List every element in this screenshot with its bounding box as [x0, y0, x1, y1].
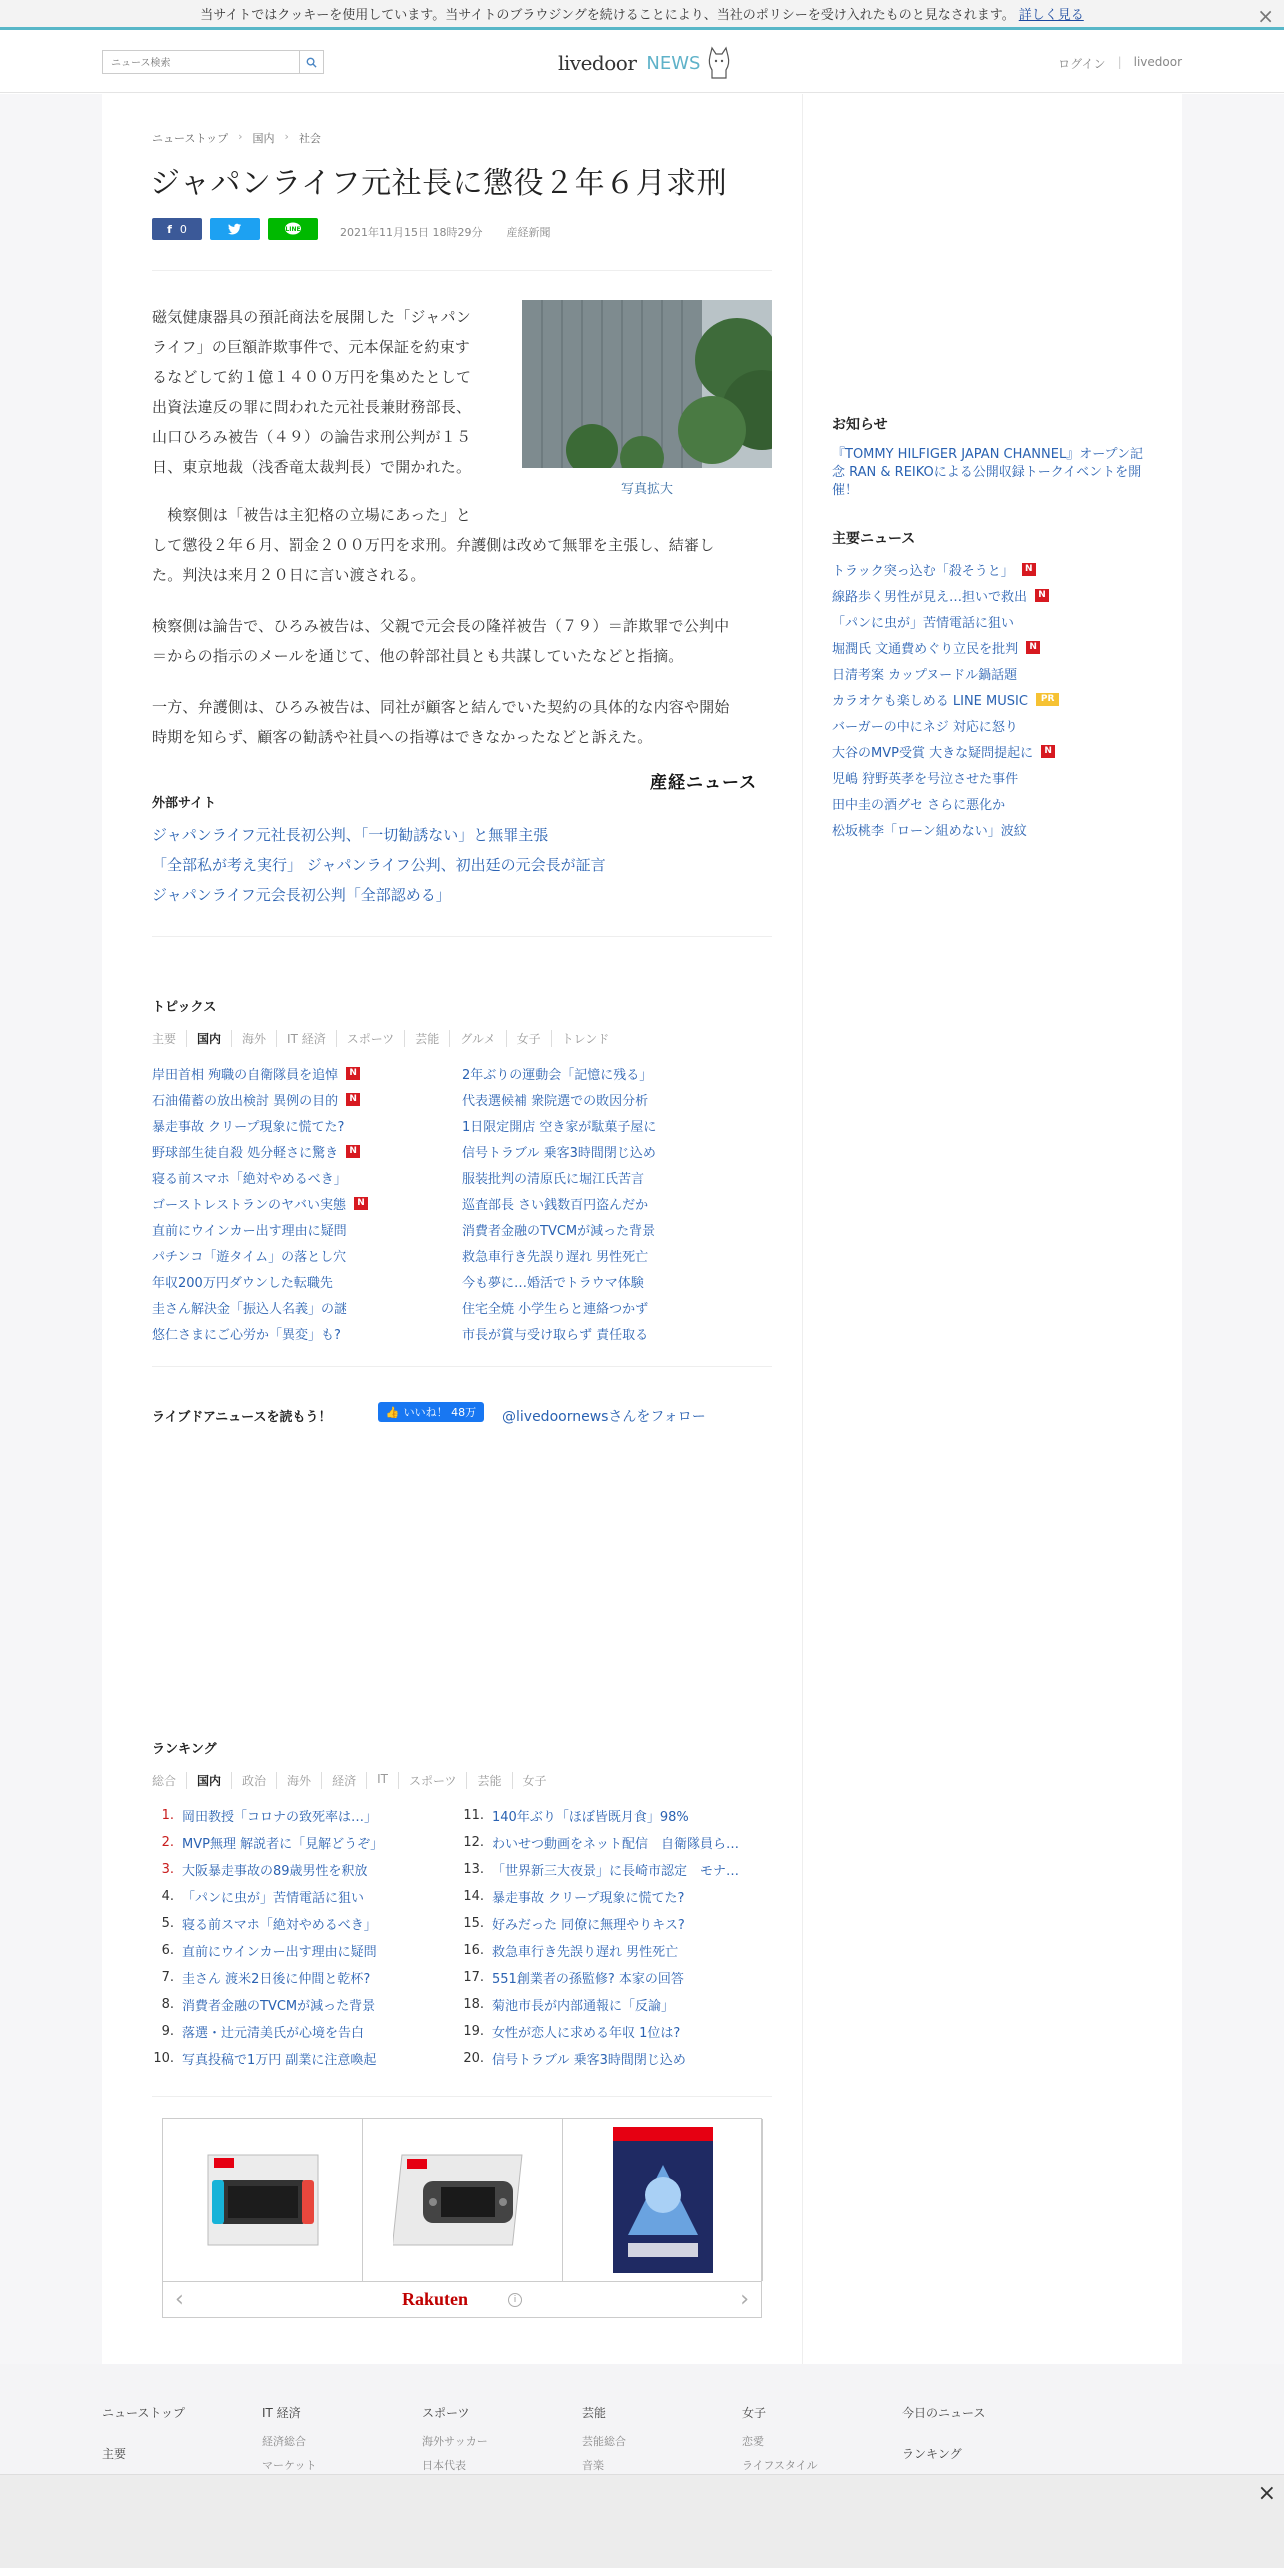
topic-item[interactable] — [462, 1320, 656, 1346]
footer-item[interactable]: マーケット — [262, 2459, 317, 2472]
topic-item[interactable] — [152, 1268, 368, 1294]
ranking-number: 13. — [463, 1862, 484, 1877]
ranking-link[interactable]: 圭さん 渡米2日後に仲間と乾杯? — [182, 1972, 371, 1987]
footer-item[interactable]: 経済総合 — [262, 2435, 306, 2448]
main-news-item[interactable] — [832, 712, 1059, 738]
divider — [152, 2096, 772, 2097]
topic-item[interactable] — [152, 1164, 368, 1190]
game-box-image — [608, 2125, 718, 2275]
ranking-item[interactable] — [462, 2045, 739, 2072]
new-badge: N — [1041, 745, 1055, 758]
ranking-item[interactable] — [152, 1910, 383, 1937]
main-news-link[interactable]: 日清考案 カップヌードル鍋話題 — [832, 667, 1018, 683]
footer-heading[interactable]: スポーツ — [422, 2406, 470, 2420]
ranking-link[interactable]: 岡田教授「コロナの致死率は…」 — [182, 1810, 378, 1825]
footer-col — [742, 2404, 818, 2481]
footer-item[interactable]: 芸能総合 — [582, 2435, 626, 2448]
cookie-more-link[interactable]: 詳しく見る — [1018, 8, 1084, 23]
topic-item[interactable] — [152, 1112, 368, 1138]
main-news-item[interactable] — [832, 660, 1059, 686]
ranking-item[interactable] — [462, 1856, 739, 1883]
ranking-item[interactable] — [462, 2018, 739, 2045]
logo-text-news: NEWS — [646, 52, 701, 74]
external-heading: 外部サイト — [152, 796, 217, 811]
ranking-number: 14. — [463, 1889, 484, 1904]
topic-item[interactable] — [462, 1268, 656, 1294]
logo-text-main: livedoor — [558, 51, 637, 75]
topics-tab[interactable]: IT 経済 — [277, 1030, 337, 1047]
topic-link[interactable]: 悠仁さまにご心労か「異変」も? — [152, 1327, 341, 1343]
external-link[interactable]: ジャパンライフ元社長初公判、「一切勧誘ない」と無罪主張 — [152, 826, 549, 844]
main-news-link[interactable]: 大谷のMVP受賞 大きな疑問提起に — [832, 745, 1034, 761]
footer-item[interactable]: 恋愛 — [742, 2435, 764, 2448]
topic-item[interactable] — [152, 1242, 368, 1268]
new-badge: N — [346, 1067, 360, 1080]
paragraph-line: 日、東京地裁（浅香竜太裁判長）で開かれた。 — [152, 458, 472, 476]
facebook-share-button[interactable] — [152, 218, 202, 240]
article-title: ジャパンライフ元社長に懲役２年６月求刑 — [150, 166, 728, 201]
bottom-ad-banner — [0, 2474, 1284, 2568]
footer-col — [582, 2404, 626, 2481]
ranking-link[interactable]: 暴走事故 クリープ現象に慌てた? — [492, 1891, 685, 1906]
search-input[interactable] — [103, 53, 299, 75]
topics-heading: トピックス — [152, 1000, 217, 1015]
ranking-number: 7. — [161, 1970, 174, 1985]
ranking-number: 3. — [161, 1862, 174, 1877]
article-source[interactable]: 産経新聞 — [506, 226, 551, 239]
topic-item[interactable] — [152, 1190, 368, 1216]
rakuten-logo[interactable]: Rakuten — [401, 2289, 468, 2309]
paragraph-line: ＝からの指示のメールを通じて、他の幹部社員とも共謀していたなどと指摘。 — [152, 647, 684, 665]
ranking-item[interactable] — [152, 1991, 383, 2018]
main-news-link[interactable]: バーガーの中にネジ 対応に怒り — [832, 719, 1018, 735]
divider — [152, 270, 772, 271]
paragraph-line: 検察側は論告で、ひろみ被告は、父親で元会長の隆祥被告（７９）＝詐欺罪で公判中 — [152, 617, 730, 635]
main-news-item[interactable] — [832, 686, 1059, 712]
ranking-tab[interactable]: 経済 — [322, 1772, 367, 1789]
footer-col — [422, 2404, 488, 2481]
main-news-link[interactable]: 堀潤氏 文通費めぐり立民を批判 — [832, 641, 1019, 657]
line-share-button[interactable] — [268, 218, 318, 240]
rakuten-bar — [163, 2281, 761, 2317]
svg-text:LINE: LINE — [285, 226, 301, 233]
topic-link[interactable]: ゴーストレストランのヤバい実態 — [152, 1197, 346, 1213]
ad-close-icon[interactable]: × — [1257, 2481, 1276, 2506]
paragraph-line: 時期を知らず、顧客の勧誘や社員への指導はできなかったなどと訴えた。 — [152, 728, 653, 746]
breadcrumb — [152, 130, 321, 146]
main-news-link[interactable]: 松坂桃李「ローン組めない」波紋 — [832, 823, 1027, 839]
topic-link[interactable]: 代表選候補 衆院選での敗因分析 — [462, 1093, 649, 1109]
breadcrumb-society[interactable]: 社会 — [298, 132, 321, 145]
ranking-heading: ランキング — [152, 1742, 217, 1757]
topic-link[interactable]: 岸田首相 殉職の自衛隊員を追悼 — [152, 1067, 339, 1083]
topic-link[interactable]: 巡査部長 さい銭数百円盗んだか — [462, 1197, 649, 1213]
ranking-item[interactable] — [152, 2018, 383, 2045]
ranking-link[interactable]: 写真投稿で1万円 副業に注意喚起 — [182, 2053, 377, 2068]
footer-heading[interactable]: IT 経済 — [262, 2406, 301, 2420]
ranking-item[interactable] — [462, 1991, 739, 2018]
ranking-tab[interactable]: 政治 — [232, 1772, 277, 1789]
new-badge: N — [1022, 563, 1036, 576]
court-building-image — [522, 300, 772, 468]
ranking-number: 18. — [463, 1997, 484, 2012]
article-meta — [340, 224, 550, 240]
new-badge: N — [346, 1093, 360, 1106]
facebook-share-count: 0 — [179, 222, 187, 236]
main-news-item[interactable] — [832, 556, 1059, 582]
ranking-link[interactable]: 女性が恋人に求める年収 1位は? — [492, 2026, 681, 2041]
main-news-link[interactable]: 線路歩く男性が見え…担いで救出 — [832, 589, 1028, 605]
paragraph-line: ライフ」の巨額詐欺事件で、元本保証を約束す — [152, 338, 471, 356]
ranking-item[interactable] — [462, 1964, 739, 1991]
ranking-link[interactable]: MVP無理 解説者に「見解どうぞ」 — [182, 1837, 384, 1852]
topic-link[interactable]: 年収200万円ダウンした転職先 — [152, 1275, 333, 1291]
footer-heading[interactable]: ランキング — [902, 2447, 962, 2461]
main-news-heading: 主要ニュース — [832, 531, 916, 547]
ranking-number: 2. — [161, 1835, 174, 1850]
breadcrumb-top[interactable]: ニューストップ — [152, 132, 229, 145]
ranking-tab[interactable]: IT — [367, 1772, 399, 1789]
ranking-link[interactable]: 「パンに虫が」苦情電話に狙い — [182, 1891, 365, 1906]
ranking-number: 17. — [463, 1970, 484, 1985]
ranking-link[interactable]: 菊池市長が内部通報に「反論」 — [492, 1999, 675, 2014]
ranking-link[interactable]: 落選・辻元清美氏が心境を告白 — [182, 2026, 365, 2041]
ranking-number: 15. — [463, 1916, 484, 1931]
ranking-tab[interactable]: スポーツ — [399, 1772, 468, 1789]
footer-item[interactable]: 音楽 — [582, 2459, 604, 2472]
main-news-link[interactable]: トラック突っ込む「殺そうと」 — [832, 563, 1014, 579]
search-icon — [306, 57, 317, 68]
ranking-link[interactable]: 救急車行き先誤り遅れ 男性死亡 — [492, 1945, 679, 1960]
topic-item[interactable] — [152, 1320, 368, 1346]
ranking-tab[interactable]: 海外 — [277, 1772, 322, 1789]
sankei-news-logo[interactable]: 産経ニュース — [650, 773, 758, 793]
topics-tabs — [152, 1030, 619, 1047]
main-news-item[interactable] — [832, 738, 1059, 764]
header-nav — [1058, 55, 1182, 72]
paragraph-line: 一方、弁護側は、ひろみ被告は、同社が顧客と結んでいた契約の具体的な内容や開始 — [152, 698, 730, 716]
topic-link[interactable]: 服装批判の清原氏に堀江氏苦言 — [462, 1171, 645, 1187]
footer-heading[interactable]: 女子 — [742, 2406, 767, 2420]
facebook-icon: f — [167, 222, 172, 236]
topic-item[interactable] — [462, 1294, 656, 1320]
topic-link[interactable]: 消費者金融のTVCMが減った背景 — [462, 1223, 656, 1239]
rakuten-widget — [162, 2118, 762, 2318]
topics-tab-active[interactable]: 国内 — [187, 1030, 232, 1047]
footer-item[interactable]: 海外サッカー — [422, 2435, 488, 2448]
site-logo[interactable] — [558, 45, 734, 81]
topics-list-left — [152, 1060, 368, 1346]
breadcrumb-domestic[interactable]: 国内 — [252, 132, 275, 145]
chevron-right-icon: › — [238, 130, 243, 143]
topic-item[interactable] — [462, 1190, 656, 1216]
topic-link[interactable]: パチンコ「遊タイム」の落とし穴 — [152, 1249, 347, 1265]
paragraph-line: た。判決は来月２０日に言い渡される。 — [152, 566, 426, 584]
topics-tab[interactable]: 芸能 — [405, 1030, 450, 1047]
game-console-lite-image — [393, 2145, 533, 2255]
ranking-item[interactable] — [152, 1829, 383, 1856]
topic-item[interactable] — [152, 1086, 368, 1112]
main-news-link[interactable]: 「パンに虫が」苦情電話に狙い — [832, 615, 1015, 631]
side-column — [802, 94, 1182, 2364]
photo-enlarge-link[interactable]: 写真拡大 — [620, 482, 673, 497]
external-link[interactable]: 「全部私が考え実行」 ジャパンライフ公判、初出廷の元会長が証言 — [152, 856, 606, 874]
main-news-list — [832, 556, 1059, 842]
footer-col — [102, 2404, 185, 2474]
topic-item[interactable] — [462, 1112, 656, 1138]
cat-mascot-icon — [704, 46, 734, 80]
main-news-link[interactable]: 田中圭の酒グセ さらに悪化か — [832, 797, 1006, 813]
topic-link[interactable]: 石油備蓄の放出検討 異例の目的 — [152, 1093, 339, 1109]
main-news-link[interactable]: カラオケも楽しめる LINE MUSIC — [832, 693, 1028, 709]
cookie-text: 当サイトではクッキーを使用しています。当サイトのブラウジングを続けることにより、当社のポリシーを受け入れたものと見なされます。 — [200, 8, 1015, 23]
follow-heading: ライブドアニュースを読もう！ — [152, 1410, 332, 1425]
ranking-tab-active[interactable]: 国内 — [187, 1772, 232, 1789]
footer-heading[interactable]: 芸能 — [582, 2406, 607, 2420]
notice-heading: お知らせ — [832, 417, 888, 433]
main-news-link[interactable]: 児嶋 狩野英孝を号泣させた事件 — [832, 771, 1019, 787]
footer-heading[interactable]: ニューストップ — [102, 2406, 186, 2420]
next-arrow-icon[interactable]: › — [740, 2287, 749, 2312]
main-news-item[interactable] — [832, 582, 1059, 608]
line-icon — [284, 222, 302, 236]
ranking-number: 6. — [161, 1943, 174, 1958]
ranking-number: 8. — [161, 1997, 174, 2012]
twitter-bird-icon — [228, 223, 242, 235]
topic-item[interactable] — [462, 1216, 656, 1242]
topic-link[interactable]: 市長が賞与受け取らず 責任取る — [462, 1327, 649, 1343]
main-news-item[interactable] — [832, 634, 1059, 660]
topic-item[interactable] — [462, 1060, 656, 1086]
topic-link[interactable]: 直前にウインカー出す理由に疑問 — [152, 1223, 347, 1239]
prev-arrow-icon[interactable]: ‹ — [175, 2287, 184, 2312]
ranking-number: 4. — [161, 1889, 174, 1904]
ranking-tab[interactable]: 総合 — [152, 1772, 187, 1789]
ranking-tab[interactable]: 芸能 — [467, 1772, 512, 1789]
ranking-number: 5. — [161, 1916, 174, 1931]
notice-link[interactable]: 『TOMMY HILFIGER JAPAN CHANNEL』オープン記念 RAN & REIKOによる公開収録トークイベントを開催！ — [832, 447, 1144, 498]
paragraph-line: 磁気健康器具の預託商法を展開した「ジャパン — [152, 308, 471, 326]
ranking-item[interactable] — [152, 1802, 383, 1829]
topics-tab[interactable]: グルメ — [450, 1030, 506, 1047]
topic-link[interactable]: 住宅全焼 小学生らと連絡つかず — [462, 1301, 649, 1317]
login-link[interactable]: ログイン — [1058, 57, 1106, 71]
product-card[interactable] — [563, 2119, 763, 2281]
cookie-close-icon[interactable]: × — [1257, 4, 1274, 28]
product-card[interactable] — [363, 2119, 563, 2281]
footer-heading[interactable]: 今日のニュース — [902, 2406, 986, 2420]
topics-tab[interactable]: 女子 — [507, 1030, 552, 1047]
topics-tab[interactable]: スポーツ — [337, 1030, 406, 1047]
ranking-item[interactable] — [152, 2045, 383, 2072]
facebook-like-count: いいね！ 48万 — [403, 1406, 477, 1419]
twitter-share-button[interactable] — [210, 218, 260, 240]
ranking-number: 10. — [153, 2051, 174, 2066]
divider — [152, 1366, 772, 1367]
game-console-image — [198, 2140, 328, 2260]
search-button[interactable] — [299, 51, 323, 73]
twitter-follow-link[interactable]: @livedoornewsさんをフォロー — [502, 1409, 706, 1425]
new-badge: N — [1026, 641, 1040, 654]
new-badge: N — [346, 1145, 360, 1158]
main-news-item[interactable] — [832, 816, 1059, 842]
ranking-item[interactable] — [152, 1964, 383, 1991]
chevron-right-icon: › — [284, 130, 289, 143]
article-photo[interactable] — [522, 300, 772, 468]
ranking-list-right — [462, 1802, 739, 2072]
product-card[interactable] — [163, 2119, 363, 2281]
share-buttons — [152, 218, 318, 240]
topic-link[interactable]: 救急車行き先誤り遅れ 男性死亡 — [462, 1249, 649, 1265]
nav-divider: | — [1117, 55, 1122, 69]
paragraph-line: 検察側は「被告は主犯格の立場にあった」と — [152, 506, 472, 524]
external-link[interactable]: ジャパンライフ元会長初公判「全部認める」 — [152, 886, 451, 904]
ranking-number: 20. — [463, 2051, 484, 2066]
ranking-link[interactable]: 「世界新三大夜景」に長崎市認定 モナ… — [492, 1864, 740, 1879]
ranking-link[interactable]: 信号トラブル 乗客3時間閉じ込め — [492, 2053, 686, 2068]
footer-heading[interactable]: 主要 — [102, 2447, 127, 2461]
ranking-number: 1. — [161, 1808, 174, 1823]
topics-tab[interactable]: 海外 — [232, 1030, 277, 1047]
footer-item[interactable]: 日本代表 — [422, 2459, 466, 2472]
new-badge: N — [1035, 589, 1049, 602]
ranking-link[interactable]: 大阪暴走事故の89歳男性を釈放 — [182, 1864, 368, 1879]
new-badge: N — [354, 1197, 368, 1210]
topic-link[interactable]: 今も夢に…婚活でトラウマ体験 — [462, 1275, 644, 1291]
topic-link[interactable]: 1日限定開店 空き家が駄菓子屋に — [462, 1119, 657, 1135]
main-news-item[interactable] — [832, 608, 1059, 634]
ranking-item[interactable] — [152, 1937, 383, 1964]
footer-item[interactable]: ライフスタイル — [742, 2459, 818, 2472]
topics-tab[interactable]: 主要 — [152, 1030, 187, 1047]
topic-item[interactable] — [152, 1216, 368, 1242]
facebook-like-button[interactable] — [378, 1402, 484, 1422]
topic-item[interactable] — [462, 1242, 656, 1268]
topic-link[interactable]: 圭さん解決金「振込人名義」の謎 — [152, 1301, 348, 1317]
ranking-item[interactable] — [462, 1829, 739, 1856]
topic-link[interactable]: 暴走事故 クリープ現象に慌てた? — [152, 1119, 345, 1135]
ranking-item[interactable] — [462, 1883, 739, 1910]
ranking-item[interactable] — [152, 1883, 383, 1910]
ranking-number: 9. — [161, 2024, 174, 2039]
ranking-link[interactable]: 好みだった 同僚に無理やりキス? — [492, 1918, 685, 1933]
topics-tab[interactable]: トレンド — [561, 1032, 610, 1046]
ranking-tabs — [152, 1772, 557, 1789]
paragraph-line: 山口ひろみ被告（４９）の論告求刑公判が１５ — [152, 428, 472, 446]
topic-item[interactable] — [152, 1294, 368, 1320]
topics-list-right — [462, 1060, 656, 1346]
topic-item[interactable] — [152, 1138, 368, 1164]
paragraph-line: 出資法違反の罪に問われた元社長兼財務部長、 — [152, 398, 472, 416]
topic-link[interactable]: 2年ぶりの運動会「記憶に残る」 — [462, 1067, 653, 1083]
article-date: 2021年11月15日 18時29分 — [340, 226, 483, 239]
footer-col — [902, 2404, 985, 2474]
ranking-number: 12. — [463, 1835, 484, 1850]
ranking-link[interactable]: わいせつ動画をネット配信 自衛隊員ら… — [492, 1837, 740, 1852]
cookie-banner — [0, 0, 1284, 30]
ranking-link[interactable]: 消費者金融のTVCMが減った背景 — [182, 1999, 376, 2014]
ranking-list-left — [152, 1802, 383, 2072]
divider — [152, 936, 772, 937]
topic-link[interactable]: 信号トラブル 乗客3時間閉じ込め — [462, 1145, 656, 1161]
ranking-item[interactable] — [152, 1856, 383, 1883]
livedoor-link[interactable]: livedoor — [1133, 55, 1182, 69]
ranking-link[interactable]: 直前にウインカー出す理由に疑問 — [182, 1945, 377, 1960]
topic-item[interactable] — [152, 1060, 368, 1086]
ranking-tab[interactable]: 女子 — [522, 1774, 547, 1788]
paragraph-line: るなどして約１億１４００万円を集めたとして — [152, 368, 472, 386]
ranking-number: 11. — [463, 1808, 484, 1823]
paragraph-line: して懲役２年６月、罰金２００万円を求刑。弁護側は改めて無罪を主張し、結審し — [152, 536, 715, 554]
pr-badge: PR — [1036, 693, 1060, 706]
ranking-link[interactable]: 551創業者の孫監修? 本家の回答 — [492, 1972, 684, 1987]
footer-col — [262, 2404, 316, 2481]
topic-link[interactable]: 寝る前スマホ「絶対やめるべき」 — [152, 1171, 347, 1187]
search-box — [102, 50, 324, 74]
site-header — [0, 33, 1284, 93]
topic-item[interactable] — [462, 1086, 656, 1112]
ranking-link[interactable]: 寝る前スマホ「絶対やめるべき」 — [182, 1918, 377, 1933]
ranking-item[interactable] — [462, 1910, 739, 1937]
ranking-number: 16. — [463, 1943, 484, 1958]
topic-item[interactable] — [462, 1138, 656, 1164]
topic-link[interactable]: 野球部生徒自殺 処分軽さに驚き — [152, 1145, 339, 1161]
ranking-number: 19. — [463, 2024, 484, 2039]
ranking-link[interactable]: 140年ぶり「ほぼ皆既月食」98% — [492, 1810, 689, 1825]
main-news-item[interactable] — [832, 790, 1059, 816]
info-icon[interactable]: i — [508, 2293, 522, 2307]
thumbs-up-icon: 👍 — [385, 1405, 400, 1419]
topic-item[interactable] — [462, 1164, 656, 1190]
main-news-item[interactable] — [832, 764, 1059, 790]
ranking-item[interactable] — [462, 1802, 739, 1829]
ranking-item[interactable] — [462, 1937, 739, 1964]
